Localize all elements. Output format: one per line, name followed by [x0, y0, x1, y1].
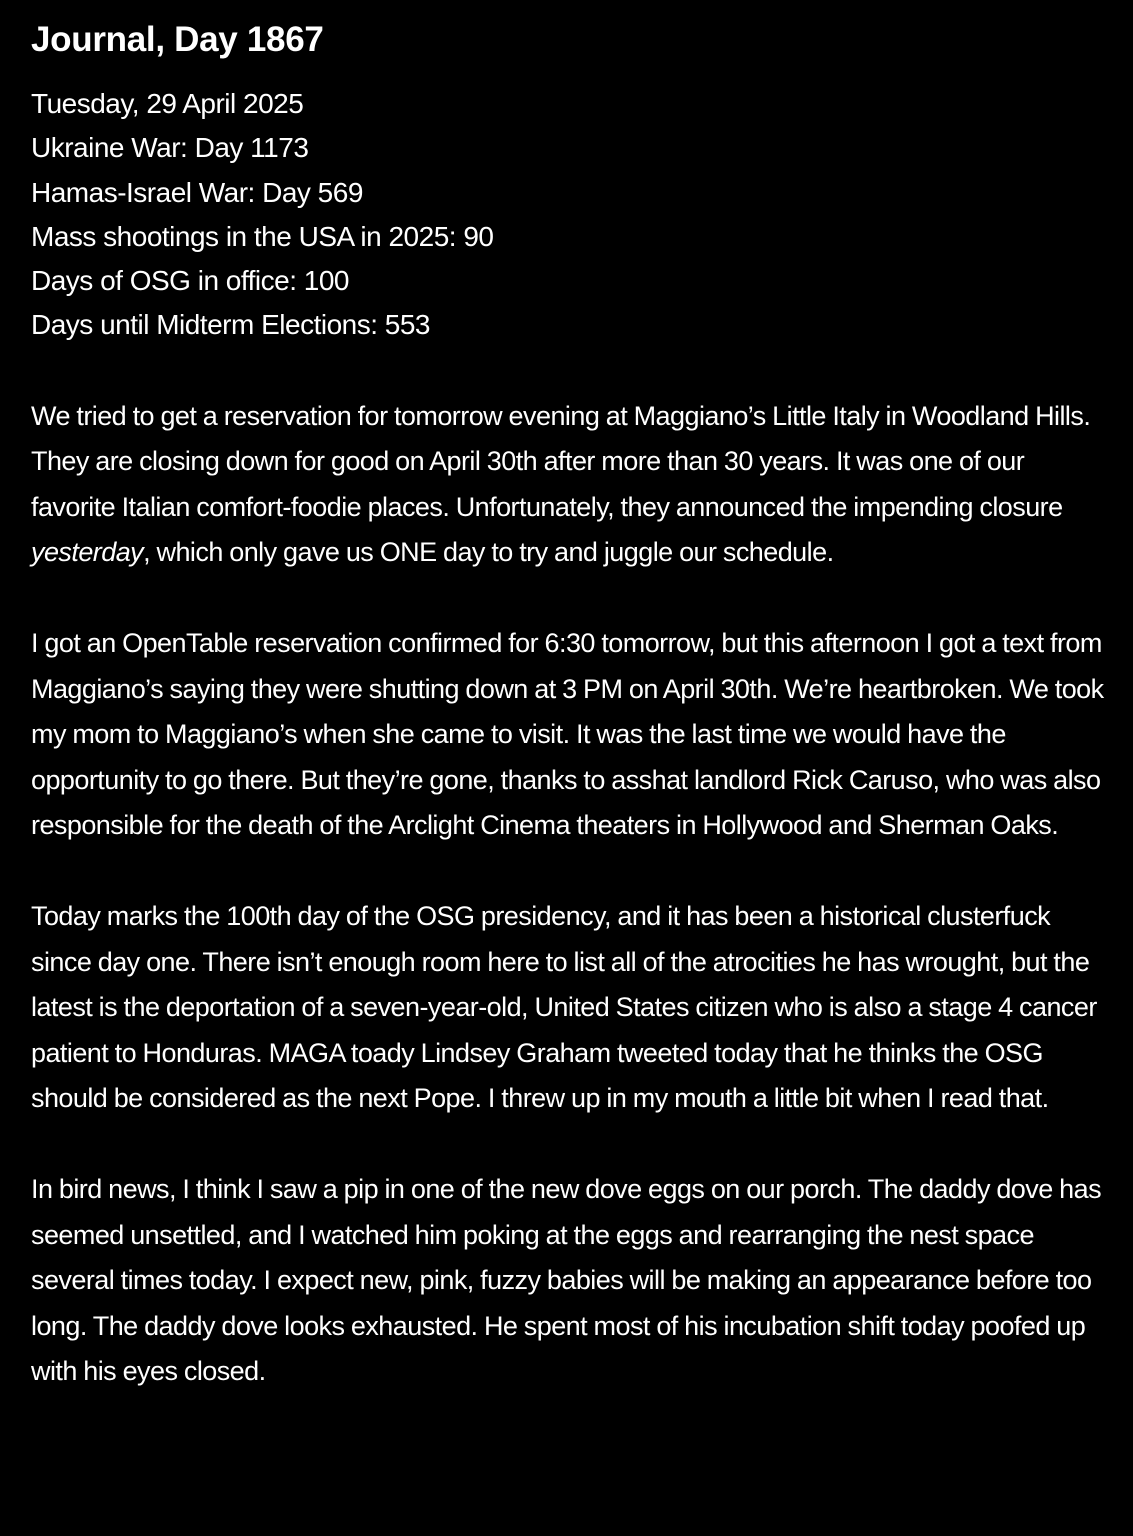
stat-ukraine-war: Ukraine War: Day 1173: [31, 132, 309, 164]
stat-hamas-israel-war: Hamas-Israel War: Day 569: [31, 176, 363, 208]
paragraph-closure: I got an OpenTable reservation confirmed for 6:30 tomorrow, but this afternoon I got a text from Maggiano’s saying they were shutting down at 3 PM on April 30th. We’re heartbroken. We took my mom to Maggiano’s when she came to visit. It was the last time we would have the opportunity to go there. But they’re gone, thanks to asshat landlord Rick Caruso, who was also responsible for the death of the Arclight Cinema theaters in Hollywood and Sherman Oaks.: [31, 628, 1104, 841]
paragraph-bird-news: In bird news, I think I saw a pip in one of the new dove eggs on our porch. The daddy dove has seemed unsettled, and I watched him poking at the eggs and rearranging the nest space several times today. I expect new, pink, fuzzy babies will be making an appearance before too long. The daddy dove looks exhausted. He spent most of his incubation shift today poofed up with his eyes closed.: [31, 1174, 1102, 1387]
paragraph-reservation: [31, 394, 1109, 576]
paragraph-reservation-text-end: , which only gave us ONE day to try and juggle our schedule.: [143, 537, 834, 567]
page-title: Journal, Day 1867: [31, 20, 324, 59]
paragraph-presidency: Today marks the 100th day of the OSG presidency, and it has been a historical clusterfuck since day one. There isn’t enough room here to list all of the atrocities he has wrought, but the latest is the deportation of a seven-year-old, United States citizen who is also a stage 4 cancer patient to Honduras. MAGA toady Lindsey Graham tweeted today that he thinks the OSG should be considered as the next Pope. I threw up in my mouth a little bit when I read that.: [31, 901, 1097, 1114]
journal-stats: [31, 82, 1109, 348]
stat-mass-shootings: Mass shootings in the USA in 2025: 90: [31, 220, 494, 252]
stat-date: Tuesday, 29 April 2025: [31, 88, 304, 119]
stat-midterm-countdown: Days until Midterm Elections: 553: [31, 309, 431, 341]
stat-days-in-office: Days of OSG in office: 100: [31, 265, 349, 297]
paragraph-reservation-text-start: We tried to get a reservation for tomorrow evening at Maggiano’s Little Italy in Woodland Hills. They are closing down for good on April 30th after more than 30 years. It was one of our favorite Italian comfort-foodie places. Unfortunately, they announced the impending closure: [31, 400, 1091, 522]
emphasis-yesterday: yesterday: [31, 537, 144, 567]
